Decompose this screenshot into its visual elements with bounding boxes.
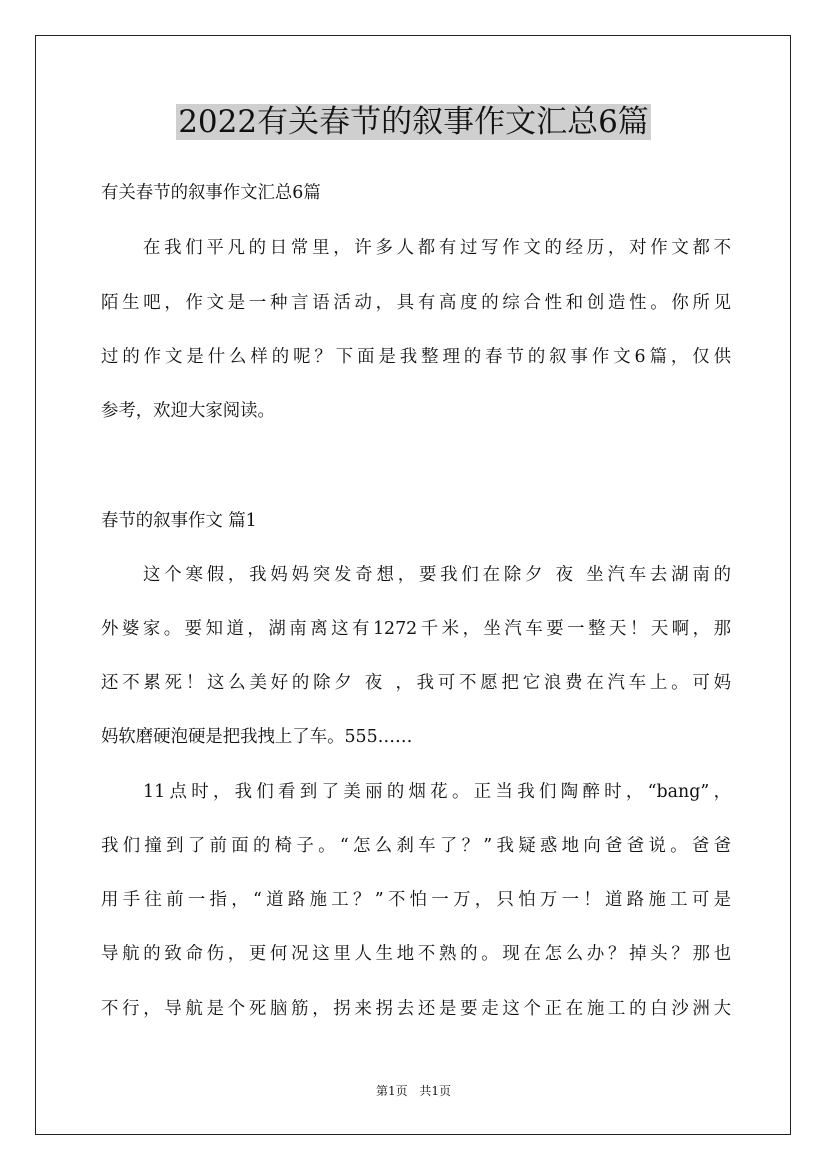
page-indicator: 第1页 共1页	[375, 1084, 452, 1098]
para2-line-2: 我们撞到了前面的椅子。“怎么刹车了？”我疑惑地向爸爸说。爸爸	[101, 836, 731, 856]
para2-line-5: 不行，导航是个死脑筋，拐来拐去还是要走这个正在施工的白沙洲大	[101, 999, 731, 1019]
intro-line-4: 参考，欢迎大家阅读。	[101, 401, 275, 421]
title-highlight: 2022有关春节的叙事作文汇总6篇	[178, 104, 649, 140]
para2-line-1: 11点时，我们看到了美丽的烟花。正当我们陶醉时，“bang”，	[143, 782, 731, 802]
para1-line-3: 还不累死！这么美好的除夕 夜 ，我可不愿把它浪费在汽车上。可妈	[101, 673, 731, 693]
para1-line-2: 外婆家。要知道，湖南离这有1272千米，坐汽车要一整天！天啊，那	[101, 619, 731, 639]
document-title	[0, 100, 827, 144]
intro-line-1: 在我们平凡的日常里，许多人都有过写作文的经历，对作文都不	[143, 238, 731, 258]
para2-line-4: 导航的致命伤，更何况这里人生地不熟的。现在怎么办？掉头？那也	[101, 944, 731, 964]
para1-line-1: 这个寒假，我妈妈突发奇想，要我们在除夕 夜 坐汽车去湖南的	[143, 565, 731, 585]
intro-line-2: 陌生吧，作文是一种言语活动，具有高度的综合性和创造性。你所见	[101, 293, 731, 313]
para1-line-4: 妈软磨硬泡硬是把我拽上了车。555……	[101, 727, 413, 747]
subtitle: 有关春节的叙事作文汇总6篇	[101, 183, 321, 203]
para2-line-3: 用手往前一指，“道路施工？”不怕一万，只怕万一！道路施工可是	[101, 890, 731, 910]
section-heading: 春节的叙事作文 篇1	[101, 511, 257, 531]
intro-line-3: 过的作文是什么样的呢？下面是我整理的春节的叙事作文6篇，仅供	[101, 347, 731, 367]
